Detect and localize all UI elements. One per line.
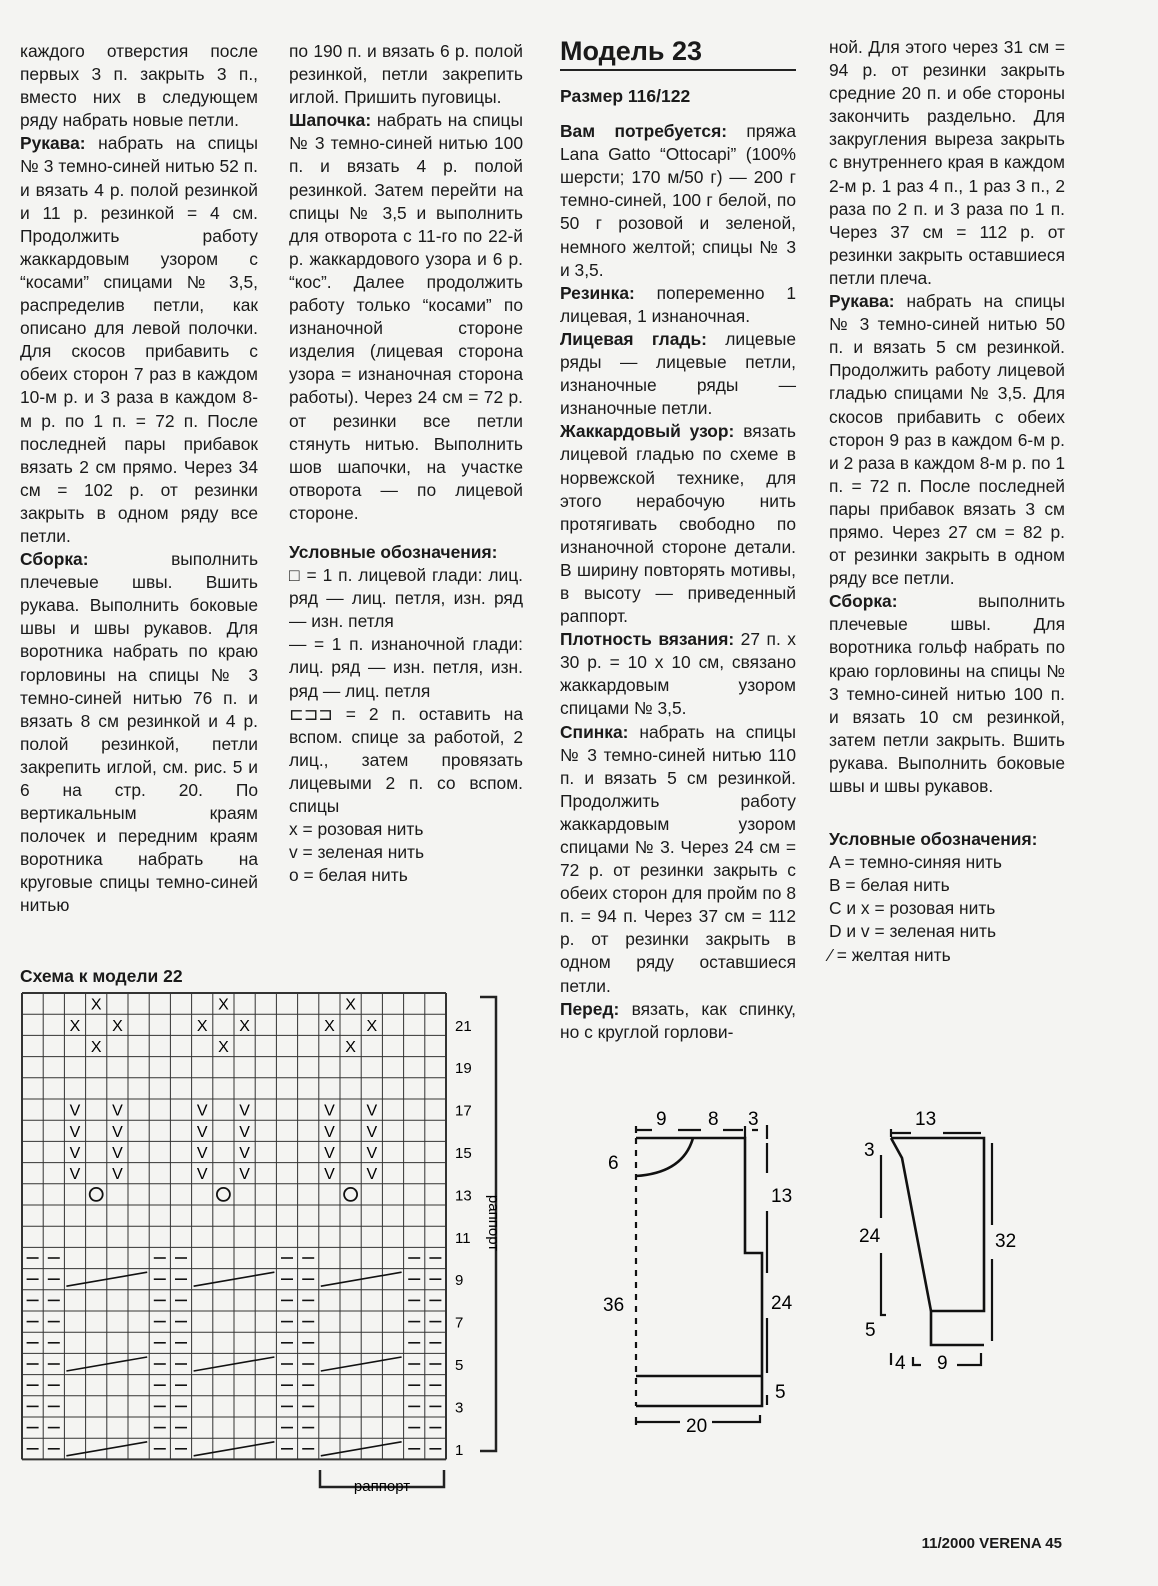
stitch-symbol: X: [366, 1017, 378, 1035]
col2-paragraph: по 190 п. и вязать 6 р. полой резинкой, петли закрепить иглой. Пришить пуговицы.: [289, 41, 523, 108]
dim-left: [881, 1155, 886, 1315]
legend-item: B = белая нить: [829, 875, 950, 896]
chart-grid: [22, 993, 446, 1459]
row-number: 11: [455, 1229, 471, 1247]
row-number: 9: [455, 1272, 464, 1290]
stitch-symbol: V: [324, 1102, 335, 1120]
stitch-symbol: X: [218, 996, 229, 1014]
legend-item: — = 1 п. изнаночной глади: лиц. ряд — изн. петля, изн. ряд — лиц. петля: [289, 634, 523, 701]
col2-hat: [289, 109, 523, 525]
back-label: Спинка:: [560, 721, 629, 742]
stock-text: лицевые ряды — лицевые петли, изнаночные ряды — изнаночные петли.: [560, 328, 796, 419]
stitch-symbol: V: [324, 1123, 335, 1141]
jacquard-label: Жаккардовый узор:: [560, 421, 735, 442]
stitch-symbol: V: [196, 1166, 208, 1184]
stitch-symbol: X: [345, 996, 356, 1014]
col3-need: [560, 120, 796, 282]
stitch-symbol: V: [324, 1145, 335, 1162]
model-size: Размер 116/122: [560, 86, 691, 106]
sleeves-label: Рукава:: [829, 291, 895, 312]
page-footer: 11/2000 VERENA 45: [921, 1535, 1062, 1552]
col3-rib: [560, 282, 796, 328]
stitch-symbol: V: [366, 1102, 378, 1120]
stitch-symbol: V: [69, 1102, 81, 1120]
legend-item: x = розовая нить: [289, 819, 424, 840]
dim-label: 4: [895, 1353, 906, 1374]
dim-label: 6: [608, 1153, 619, 1174]
dim-label: 13: [771, 1186, 793, 1207]
col3-jacquard: [560, 420, 796, 628]
dim-label: 5: [775, 1382, 786, 1403]
stitch-symbol: X: [90, 1039, 102, 1056]
legend-item: D и v = зеленая нить: [829, 921, 997, 942]
legend-item: ⁄ = желтая нить: [829, 944, 951, 965]
stitch-symbol: X: [239, 1017, 250, 1035]
row-number: 15: [455, 1145, 472, 1162]
jacquard-text: вязать лицевой гладью по схеме в норвежской технике, для этого нерабочую нить протягивать свободно по изнаночной стороне детали. В ширину повторять мотивы, в высоту — приведенный раппорт.: [560, 421, 796, 627]
back-text: набрать на спицы № 3 темно-синей нитью 110 п. и вязать 5 см резинкой. Продолжить работу жаккардовым узором спицами № 3. Через 24 см = 72 р. от резинки закрыть с обеих сторон для пройм по 8 п. = 94 п. Через 37 см = 112 р. от резинки закрыть в одном ряду оставшиеся петли.: [560, 721, 796, 996]
col3-front: [560, 998, 796, 1044]
row-number: 1: [455, 1441, 464, 1459]
sleeves-text: набрать на спицы № 3 темно-синей нитью 52 п. и вязать 4 р. полой резинкой и 11 р. резинкой = 4 см. Продолжить работу жаккардовым узором с “косами” спицами № 3,5, распределив петли, как описано для левой полочки. Для скосов прибавить с обеих сторон 7 раз в каждом 10-м р. и 3 раза в каждом 8-м р. по 1 п. = 72 п. После последней пары прибавок вязать 2 см прямо. Через 34 см = 102 р. от резинки закрыть в одном ряду все петли.: [20, 133, 258, 546]
need-text: пряжа Lana Gatto “Ottocapi” (100% шерсти; 170 м/50 г) — 200 г темно-синей, 100 г белой, по 50 г розовой и зеленой, немного желтой; спицы № 3 и 3,5.: [560, 121, 796, 280]
stitch-symbol: X: [324, 1017, 335, 1035]
assembly-label: Сборка:: [20, 549, 89, 570]
row-number: 17: [455, 1102, 472, 1120]
schema-title: Схема к модели 22: [20, 966, 183, 986]
col4-sleeves: [829, 290, 1065, 590]
knitting-chart: [0, 985, 520, 1515]
dim-label: 9: [937, 1353, 948, 1374]
legend-item: A = темно-синяя нить: [829, 852, 1002, 873]
legend-title-23: Условные обозначения:: [829, 829, 1038, 850]
stitch-symbol: V: [196, 1145, 208, 1162]
row-number: 21: [455, 1017, 472, 1035]
dim-label: 24: [859, 1226, 881, 1247]
need-label: Вам потребуется:: [560, 121, 728, 142]
stitch-symbol: V: [239, 1123, 250, 1141]
col1-paragraph: каждого отверстия после первых 3 п. закрыть 3 п., вместо них в следующем ряду набрать новые петли.: [20, 41, 258, 131]
col3-back: [560, 721, 796, 998]
neck-curve: [636, 1138, 693, 1176]
stitch-symbol: X: [345, 1039, 356, 1056]
legend-item: C и x = розовая нить: [829, 898, 996, 919]
stitch-symbol: X: [112, 1017, 123, 1035]
legend-item: v = зеленая нить: [289, 842, 425, 863]
row-number: 3: [455, 1399, 464, 1417]
col4-assembly: [829, 590, 1065, 798]
dim-top: [891, 1129, 981, 1137]
dim-label: 32: [995, 1231, 1017, 1252]
rib-label: Резинка:: [560, 282, 635, 303]
hat-text: набрать на спицы № 3 темно-синей нитью 100 п. и вязать 4 р. полой резинкой. Затем перейти на спицы № 3,5 и выполнить для отворота с 11-го по 22-й р. жаккардового узора и 6 р. “кос”. Далее продолжить работу только “косами” по изнаночной стороне изделия (лицевая сторона узора = изнаночная сторона работы). Через 24 см = 72 р. от резинки все петли стянуть нитью. Выполнить шов шапочки, на участке отворота — по лицевой стороне.: [289, 110, 523, 523]
white-yarn-circle: [217, 1188, 230, 1201]
assembly-label: Сборка:: [829, 591, 898, 612]
dim-label: 20: [686, 1416, 708, 1437]
density-text: 27 п. х 30 р. = 10 х 10 см, связано жаккардовым узором спицами № 3,5.: [560, 629, 796, 719]
back-outline: [636, 1138, 762, 1406]
stitch-symbol: V: [69, 1145, 81, 1162]
legend-item: □ = 1 п. лицевой глади: лиц. ряд — лиц. петля, изн. ряд — изн. петля: [289, 565, 523, 632]
sleeve-schematic: [855, 1103, 1035, 1403]
dim-label: 3: [864, 1140, 875, 1161]
stitch-symbol: V: [196, 1102, 208, 1120]
hat-label: Шапочка:: [289, 110, 372, 131]
dim-label: 8: [708, 1109, 719, 1130]
dim-label: 3: [748, 1109, 759, 1130]
col1-sleeves: [20, 132, 258, 548]
rapport-side-label: раппорт: [485, 1194, 502, 1252]
stitch-symbol: V: [69, 1123, 81, 1141]
col4-paragraph: ной. Для этого через 31 см = 94 р. от резинки закрыть средние 20 п. и обе стороны закончить раздельно. Для закругления выреза закрыть с внутреннего края в каждом 2-м р. 1 раз 4 п., 1 раз 3 п., 2 раза по 2 п. и 3 раза по 1 п. Через 37 см = 112 р. от резинки закрыть оставшиеся петли плеча.: [829, 37, 1065, 288]
front-label: Перед:: [560, 998, 620, 1019]
stitch-symbol: V: [239, 1102, 250, 1120]
density-label: Плотность вязания:: [560, 629, 735, 650]
dim-label: 9: [656, 1109, 667, 1130]
row-number: 5: [455, 1357, 464, 1374]
stock-label: Лицевая гладь:: [560, 328, 707, 349]
stitch-symbol: V: [239, 1166, 250, 1184]
legend-title-22: Условные обозначения:: [289, 541, 498, 562]
sleeves-label: Рукава:: [20, 133, 86, 154]
stitch-symbol: V: [69, 1166, 81, 1184]
row-number: 19: [455, 1060, 472, 1078]
row-number: 7: [455, 1314, 464, 1332]
model-title: Модель 23: [560, 36, 796, 71]
white-yarn-circle: [344, 1188, 357, 1201]
legend-item: ⊏⊐⊐ = 2 п. оставить на вспом. спице за работой, 2 лиц., затем провязать лицевыми 2 п. со вспом. спицы: [289, 703, 523, 816]
stitch-symbol: V: [112, 1166, 123, 1184]
back-schematic: [595, 1103, 815, 1437]
col3-stock: [560, 328, 796, 420]
stitch-symbol: X: [196, 1017, 208, 1035]
stitch-symbol: V: [196, 1123, 208, 1141]
legend-item: o = белая нить: [289, 865, 408, 886]
stitch-symbol: V: [366, 1145, 378, 1162]
assembly-text: выполнить плечевые швы. Для воротника гольф набрать по краю горловины на спицы № 3 темно-синей нитью 100 п. и вязать 10 см резинкой, затем петли закрыть. Вшить рукава. Выполнить боковые швы и швы рукавов.: [829, 591, 1065, 796]
sleeve-slope: [891, 1138, 931, 1311]
stitch-symbol: V: [112, 1102, 123, 1120]
column-4: [829, 36, 1065, 967]
stitch-symbol: V: [324, 1166, 335, 1184]
stitch-symbol: V: [239, 1145, 250, 1162]
dim-label: 5: [865, 1320, 876, 1341]
column-2: [289, 40, 523, 887]
dim-label: 24: [771, 1293, 793, 1314]
sleeves-text: набрать на спицы № 3 темно-синей нитью 50 п. и вязать 5 см резинкой. Продолжить работу лицевой гладью спицами № 3,5. Для скосов прибавить с обеих сторон 9 раз в каждом 6-м р. и 2 раза в каждом 8-м р. по 1 п. = 72 п. После последней пары прибавок вязать 3 см прямо. Через 27 см = 82 р. от резинки закрыть в одном ряду все петли.: [829, 291, 1065, 589]
column-3: [560, 36, 796, 1044]
rapport-bottom-label: раппорт: [353, 1478, 411, 1495]
column-1: [20, 40, 258, 918]
stitch-symbol: X: [69, 1017, 81, 1035]
row-number: 13: [455, 1187, 472, 1205]
col1-assembly: [20, 548, 258, 918]
col3-density: [560, 628, 796, 720]
stitch-symbol: V: [366, 1166, 378, 1184]
white-yarn-circle: [90, 1188, 103, 1201]
assembly-text: выполнить плечевые швы. Вшить рукава. Выполнить боковые швы и швы рукавов. Для воротника набрать по краю горловины на спицы № 3 темно-синей нитью 76 п. и вязать 8 см резинкой и 4 р. полой резинкой, петли закрепить иглой, см. рис. 5 и 6 на стр. 20. По вертикальным краям полочек и передним краям воротника набрать на круговые спицы темно-синей нитью: [20, 549, 258, 916]
stitch-symbol: V: [112, 1123, 123, 1141]
dim-label: 13: [915, 1109, 937, 1130]
stitch-symbol: V: [112, 1145, 123, 1162]
stitch-symbol: X: [90, 996, 102, 1014]
stitch-symbol: V: [366, 1123, 378, 1141]
rib-text: попеременно 1 лицевая, 1 изнаночная.: [560, 282, 796, 326]
dim-label: 36: [603, 1295, 625, 1316]
stitch-symbol: X: [218, 1039, 229, 1056]
front-text: вязать, как спинку, но с круглой горлови-: [560, 998, 796, 1042]
row-numbers: [455, 1018, 472, 1459]
